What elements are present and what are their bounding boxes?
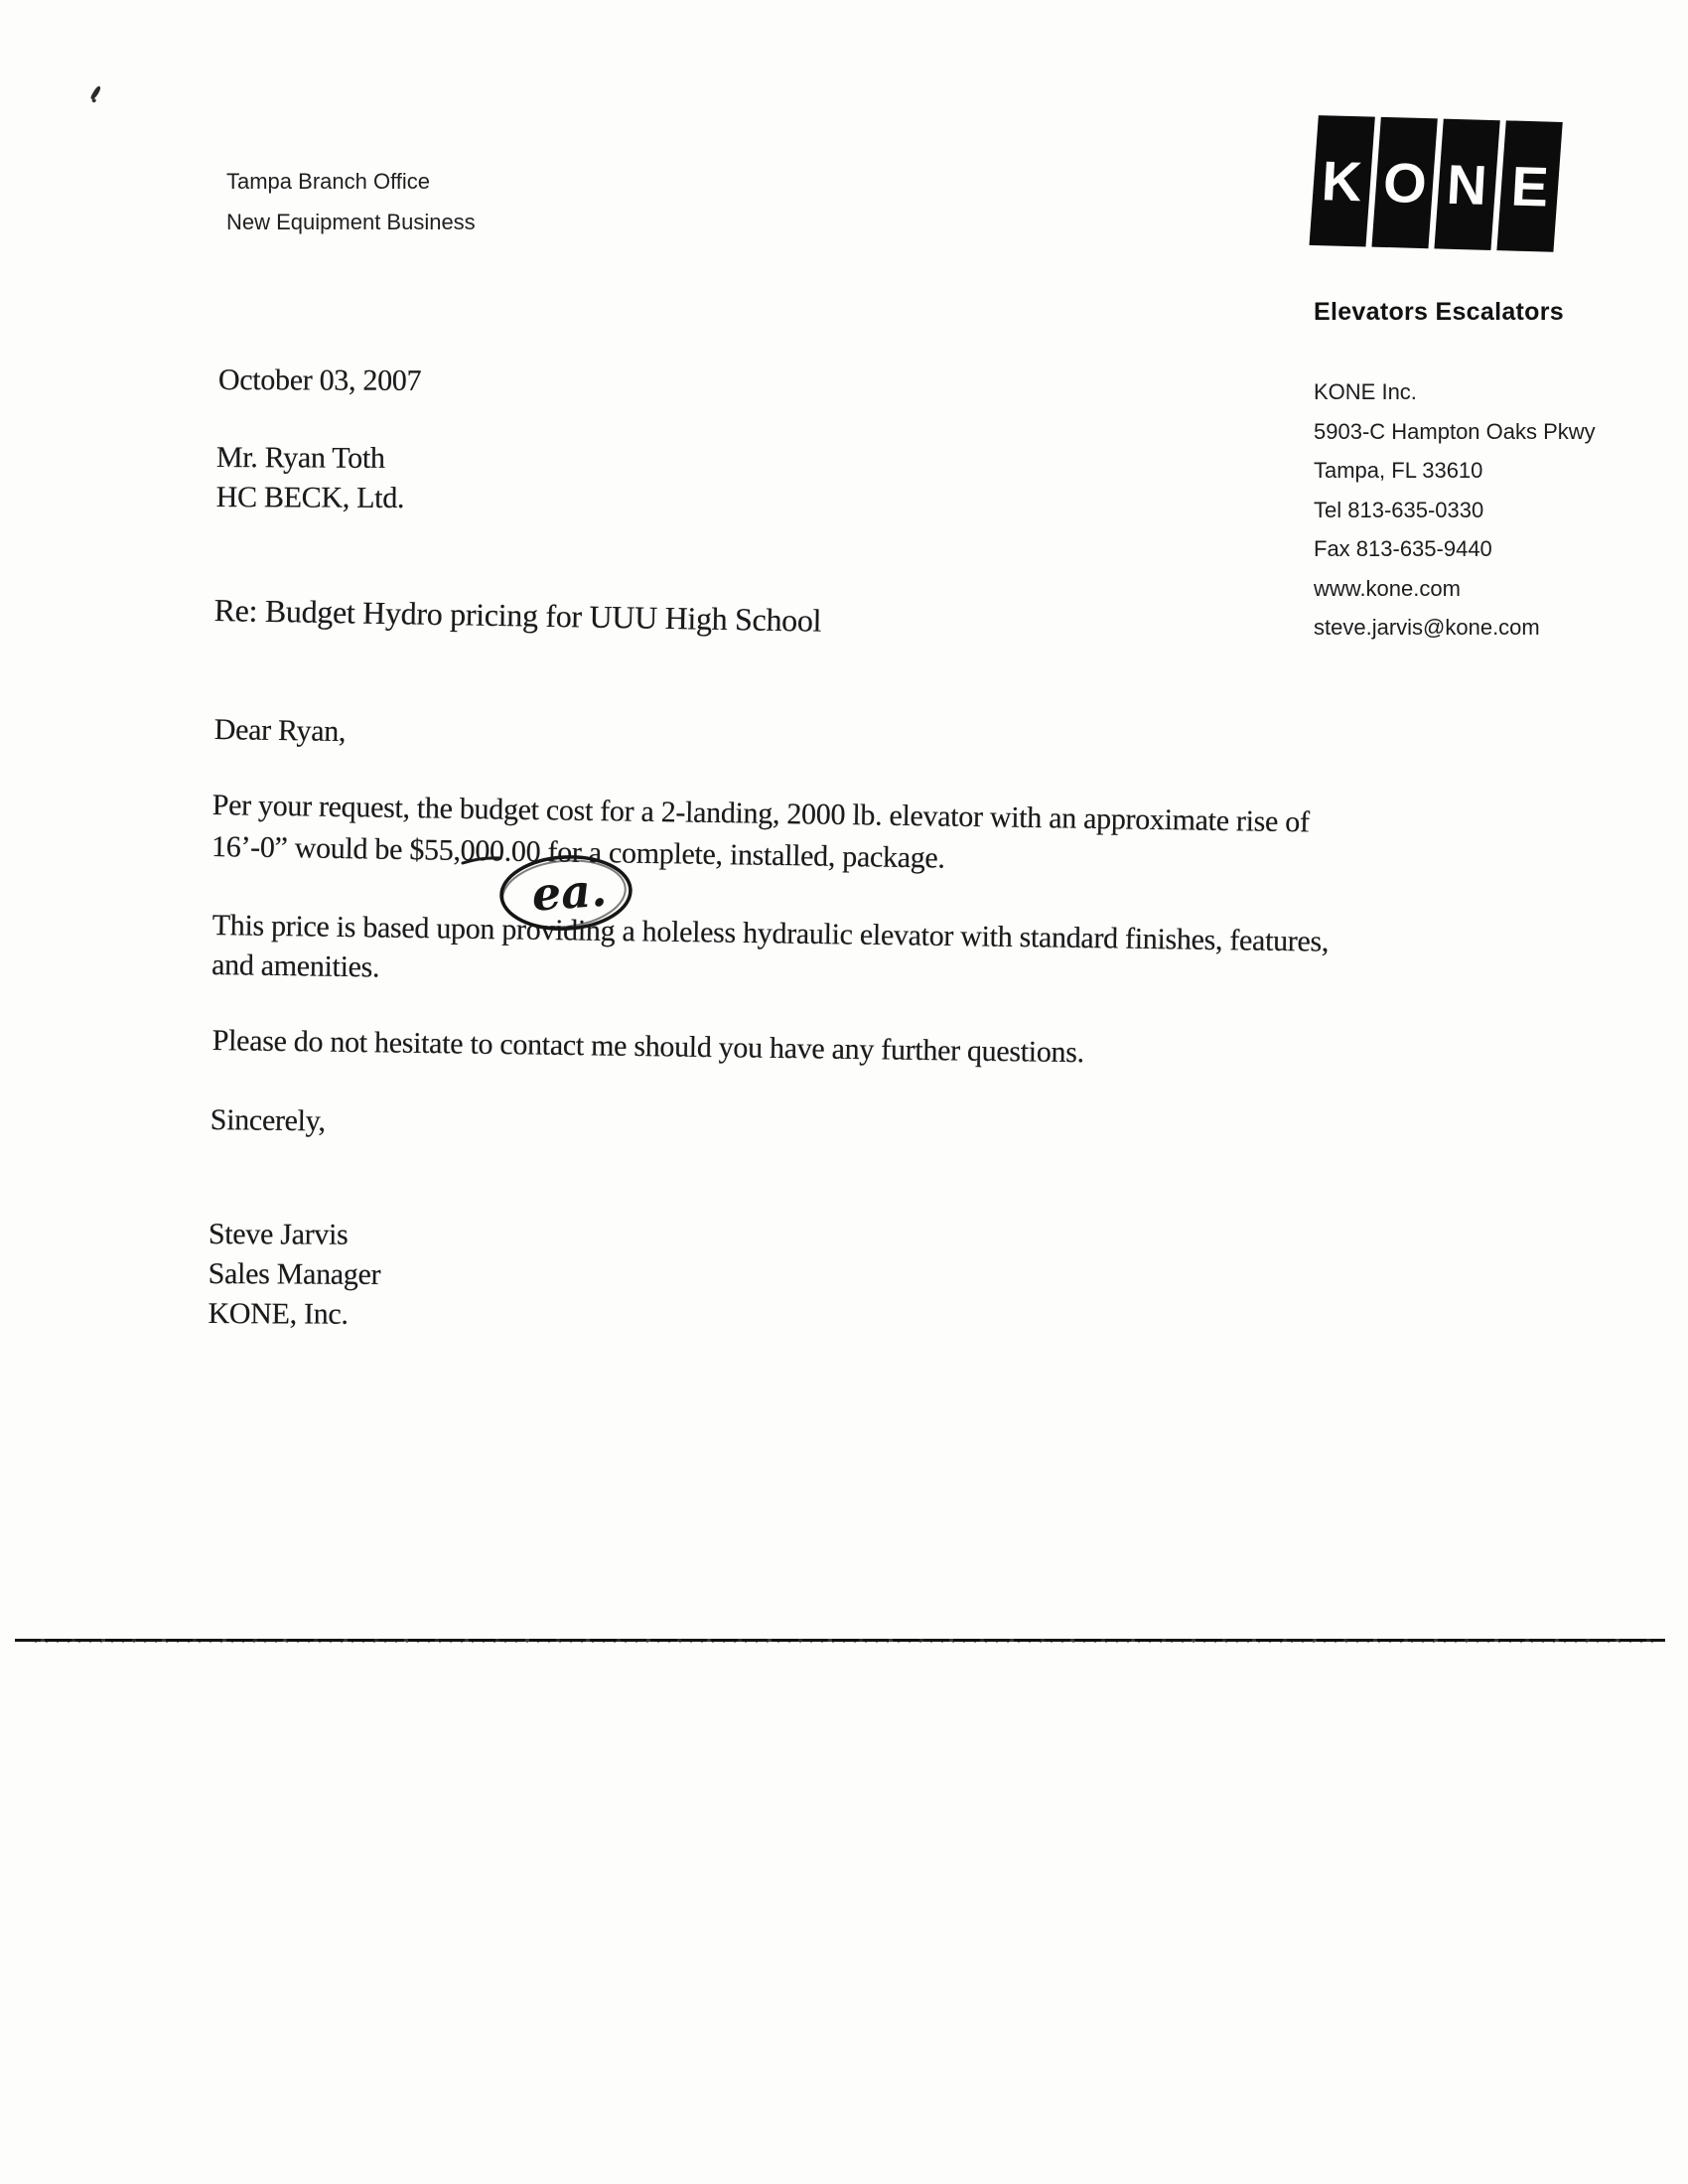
- company-street: 5903-C Hampton Oaks Pkwy: [1314, 418, 1596, 444]
- signature-name: Steve Jarvis: [208, 1218, 349, 1251]
- company-fax: Fax 813-635-9440: [1314, 536, 1492, 561]
- body-text-line: and amenities.: [211, 947, 380, 984]
- company-name: KONE Inc.: [1314, 379, 1417, 404]
- handwritten-annotation: [449, 845, 657, 945]
- body-paragraph-1: [211, 789, 1310, 889]
- branch-office-line: Tampa Branch Office: [226, 169, 431, 194]
- page-divider-line: [15, 1639, 1665, 1642]
- ink-speck: [89, 85, 101, 100]
- company-city: Tampa, FL 33610: [1314, 458, 1483, 483]
- kone-logo-block-n: [1434, 119, 1499, 250]
- annotation-text: ea.: [529, 862, 609, 922]
- body-paragraph-3: Please do not hesitate to contact me should you have any further questions.: [211, 1024, 1085, 1070]
- business-unit-line: New Equipment Business: [226, 210, 476, 234]
- kone-logo-letter-o: O: [1381, 150, 1429, 215]
- kone-logo-letter-k: K: [1320, 148, 1364, 213]
- recipient-name: Mr. Ryan Toth: [215, 441, 385, 475]
- company-phone: Tel 813-635-0330: [1314, 497, 1484, 522]
- subject-line: Re: Budget Hydro pricing for UUU High School: [213, 592, 822, 639]
- kone-logo: [1312, 115, 1560, 252]
- recipient-block: [216, 441, 405, 521]
- annotation-pen-dash: [463, 858, 500, 863]
- branch-office-block: [226, 169, 476, 250]
- closing: Sincerely,: [210, 1103, 326, 1138]
- recipient-company: HC BECK, Ltd.: [215, 480, 405, 514]
- body-text-line: Per your request, the budget cost for a 2-landing, 2000 lb. elevator with an approximate rise of: [211, 789, 1310, 839]
- signature-title: Sales Manager: [208, 1256, 381, 1291]
- signature-block: [208, 1218, 380, 1338]
- body-text-line: This price is based upon providing a holeless hydraulic elevator with standard finishes, features,: [211, 909, 1330, 958]
- company-email: steve.jarvis@kone.com: [1314, 615, 1540, 640]
- kone-logo-letter-e: E: [1509, 154, 1550, 218]
- kone-logo-block-o: [1371, 117, 1437, 248]
- kone-logo-block-k: [1309, 115, 1374, 246]
- body-text-line: 16’-0” would be $55,000.00 for a complete, installed, package.: [211, 829, 945, 875]
- kone-logo-letter-n: N: [1445, 152, 1489, 217]
- body-paragraph-2: [211, 909, 1330, 1005]
- company-website: www.kone.com: [1314, 575, 1461, 601]
- company-contact-block: [1314, 379, 1596, 655]
- signature-company: KONE, Inc.: [208, 1296, 349, 1331]
- logo-tagline: Elevators Escalators: [1314, 298, 1564, 326]
- salutation: Dear Ryan,: [213, 713, 347, 749]
- kone-logo-block-e: [1496, 120, 1562, 251]
- letter-date: October 03, 2007: [217, 364, 422, 397]
